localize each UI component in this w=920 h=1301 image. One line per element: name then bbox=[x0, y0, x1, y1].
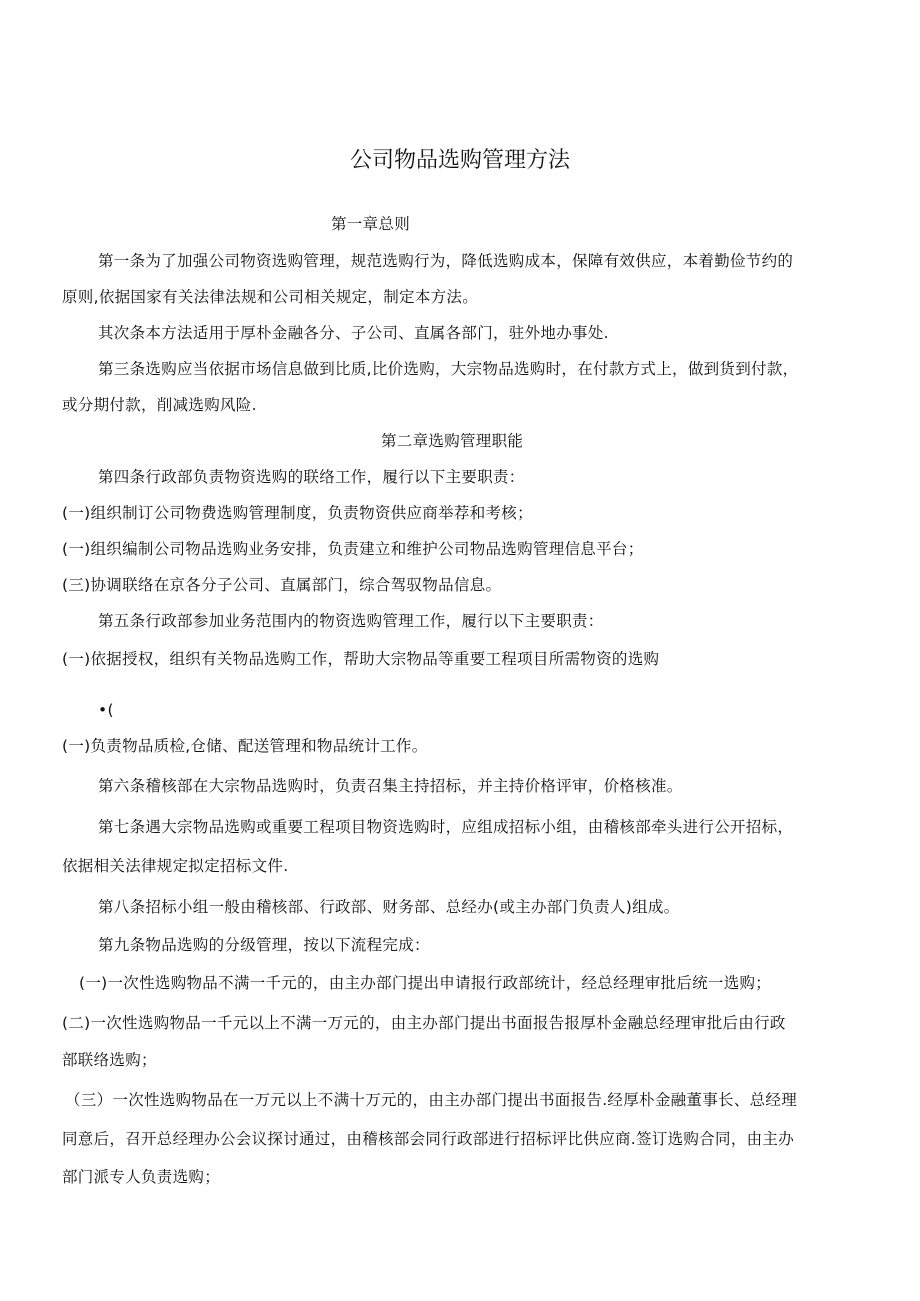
article-5-item-1: (一)依据授权，组织有关物品选购工作，帮助大宗物品等重要工程项目所需物资的选购 bbox=[62, 650, 660, 668]
article-4-item-2: (一)组织编制公司物品选购业务安排，负责建立和维护公司物品选购管理信息平台； bbox=[62, 540, 644, 558]
chapter-heading-1: 第一章总则 bbox=[331, 215, 411, 233]
chapter-heading-2: 第二章选购管理职能 bbox=[381, 432, 524, 450]
article-6: 第六条稽核部在大宗物品选购时，负责召集主持招标，并主持价格评审，价格核准。 bbox=[98, 777, 683, 795]
article-3-line-1: 第三条选购应当依据市场信息做到比质,比价选购，大宗物品选购时，在付款方式上，做到货到付款， bbox=[98, 360, 799, 378]
article-1-line-1: 第一条为了加强公司物资选购管理，规范选购行为，降低选购成本，保障有效供应，本着勤俭节约的 bbox=[98, 252, 794, 270]
article-4: 第四条行政部负责物资选购的联络工作，履行以下主要职责： bbox=[98, 468, 525, 486]
article-9-item-3-line-3: 部门派专人负责选购； bbox=[62, 1168, 221, 1186]
article-9-item-2-line-1: (二)一次性选购物品一千元以上不满一万元的，由主办部门提出书面报告报厚朴金融总经理审批后由行政 bbox=[62, 1014, 786, 1032]
article-9-item-3-line-2: 同意后，召开总经理办公会议探讨通过，由稽核部会同行政部进行招标评比供应商.签订选购合同，由主办 bbox=[62, 1130, 795, 1148]
article-8: 第八条招标小组一般由稽核部、行政部、财务部、总经办(或主办部门负责人)组成。 bbox=[98, 898, 680, 916]
article-1-line-2: 原则,依据国家有关法律法规和公司相关规定，制定本方法。 bbox=[62, 288, 479, 306]
document-title: 公司物品选购管理方法 bbox=[349, 148, 570, 173]
stray-mark: •( bbox=[98, 701, 114, 719]
article-7-line-2: 依据相关法律规定拟定招标文件. bbox=[62, 857, 289, 875]
article-2: 其次条本方法适用于厚朴金融各分、子公司、直属各部门，驻外地办事处. bbox=[98, 324, 609, 342]
article-7-line-1: 第七条遇大宗物品选购或重要工程项目物资选购时，应组成招标小组，由稽核部牵头进行公开招标， bbox=[98, 818, 794, 836]
article-9-item-2-line-2: 部联络选购； bbox=[62, 1051, 157, 1069]
article-5-item-2: (一)负责物品质检,仓储、配送管理和物品统计工作。 bbox=[62, 737, 428, 755]
article-4-item-3: (三)协调联络在京各分子公司、直属部门，综合驾驭物品信息。 bbox=[62, 576, 502, 594]
article-4-item-1: (一)组织制订公司物费选购管理制度，负责物资供应商举荐和考核； bbox=[62, 504, 533, 522]
article-5: 第五条行政部参加业务范围内的物资选购管理工作，履行以下主要职责： bbox=[98, 612, 604, 630]
article-9-item-1: (一)一次性选购物品不满一千元的，由主办部门提出申请报行政部统计，经总经理审批后统一选购； bbox=[79, 974, 772, 992]
article-3-line-2: 或分期付款，削减选购风险. bbox=[62, 396, 257, 414]
article-9-item-3-line-1: （三）一次性选购物品在一万元以上不满十万元的，由主办部门提出书面报告.经厚朴金融董事长、总经理 bbox=[65, 1091, 798, 1109]
article-9: 第九条物品选购的分级管理，按以下流程完成： bbox=[98, 936, 430, 954]
